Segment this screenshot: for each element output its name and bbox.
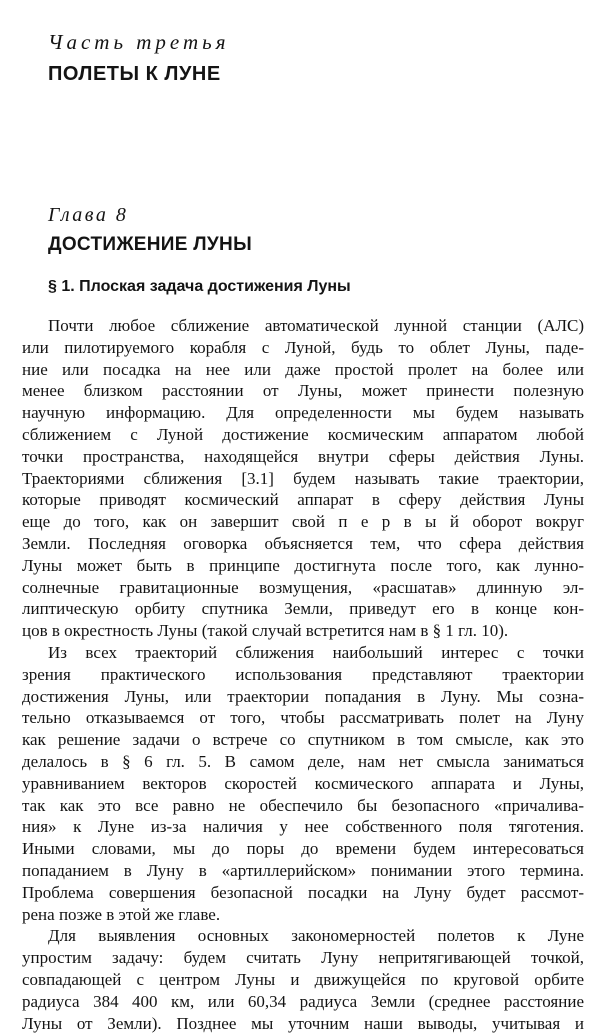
chapter-label: Глава 8 — [48, 204, 128, 227]
paragraph-line: Проблема совершения безопасной посадки на Луну будет рассмот- — [22, 882, 584, 904]
chapter-title: ДОСТИЖЕНИЕ ЛУНЫ — [48, 234, 252, 256]
paragraph-line: Луны может быть в принципе достигнута после того, как лунно- — [22, 555, 584, 577]
paragraph-line: упростим задачу: будем считать Луну непритягивающей точкой, — [22, 947, 584, 969]
paragraph-line: сближением с Луной достижение космическим аппаратом любой — [22, 424, 584, 446]
paragraph-line: рена позже в этой же главе. — [22, 904, 584, 926]
paragraph-line: делалось в § 6 гл. 5. В самом деле, нам нет смысла заниматься — [22, 751, 584, 773]
paragraph-line: цов в окрестность Луны (такой случай встретится нам в § 1 гл. 10). — [22, 620, 584, 642]
paragraph-line: попаданием в Луну в «артиллерийском» понимании этого термина. — [22, 860, 584, 882]
section-title: § 1. Плоская задача достижения Луны — [48, 278, 351, 296]
paragraph-line: точки пространства, находящейся внутри сферы действия Луны. — [22, 446, 584, 468]
part-label: Часть третья — [48, 30, 229, 55]
paragraph-line: которые приводят космический аппарат в сферу действия Луны — [22, 489, 584, 511]
paragraph-line: или пилотируемого корабля с Луной, будь то облет Луны, паде- — [22, 337, 584, 359]
paragraph-line: ние или посадка на нее или даже простой пролет на более или — [22, 359, 584, 381]
paragraph-line: Почти любое сближение автоматической лунной станции (АЛС) — [22, 315, 584, 337]
paragraph-line: достижения Луны, или траектории попадания в Луну. Мы созна- — [22, 686, 584, 708]
paragraph-line: Для выявления основных закономерностей полетов к Луне — [22, 925, 584, 947]
paragraph-line: тельно отказываемся от того, чтобы рассматривать полет на Луну — [22, 707, 584, 729]
paragraph-line: липтическую орбиту спутника Земли, приведут его в конце кон- — [22, 598, 584, 620]
paragraph-line: Земли. Последняя оговорка объясняется тем, что сфера действия — [22, 533, 584, 555]
part-title: ПОЛЕТЫ К ЛУНЕ — [48, 63, 221, 86]
paragraph-line: Траекториями сближения [3.1] будем называть такие траектории, — [22, 468, 584, 490]
paragraph-line: как решение задачи о встрече со спутником в том смысле, как это — [22, 729, 584, 751]
body-text — [22, 315, 584, 1034]
paragraph-line: радиуса 384 400 км, или 60,34 радиуса Земли (среднее расстояние — [22, 991, 584, 1013]
paragraph-line: еще до того, как он завершит свой п е р в ы й оборот вокруг — [22, 511, 584, 533]
paragraph-line: солнечные гравитационные возмущения, «расшатав» длинную эл- — [22, 577, 584, 599]
paragraph-line: Иными словами, мы до поры до времени будем интересоваться — [22, 838, 584, 860]
paragraph-line: ния» к Луне из-за наличия у нее собственного поля тяготения. — [22, 816, 584, 838]
paragraph-line: уравниванием векторов скоростей космического аппарата и Луны, — [22, 773, 584, 795]
paragraph-line: Из всех траекторий сближения наибольший интерес с точки — [22, 642, 584, 664]
paragraph-line: так как это все равно не обеспечило бы безопасного «причалива- — [22, 795, 584, 817]
paragraph-line: совпадающей с центром Луны и движущейся по круговой орбите — [22, 969, 584, 991]
paragraph-line: зрения практического использования представляют траектории — [22, 664, 584, 686]
paragraph-line: менее близком расстоянии от Луны, может принести полезную — [22, 380, 584, 402]
paragraph-line: научную информацию. Для определенности мы будем называть — [22, 402, 584, 424]
paragraph-line: Луны от Земли). Позднее мы уточним наши выводы, учитывая и — [22, 1013, 584, 1034]
